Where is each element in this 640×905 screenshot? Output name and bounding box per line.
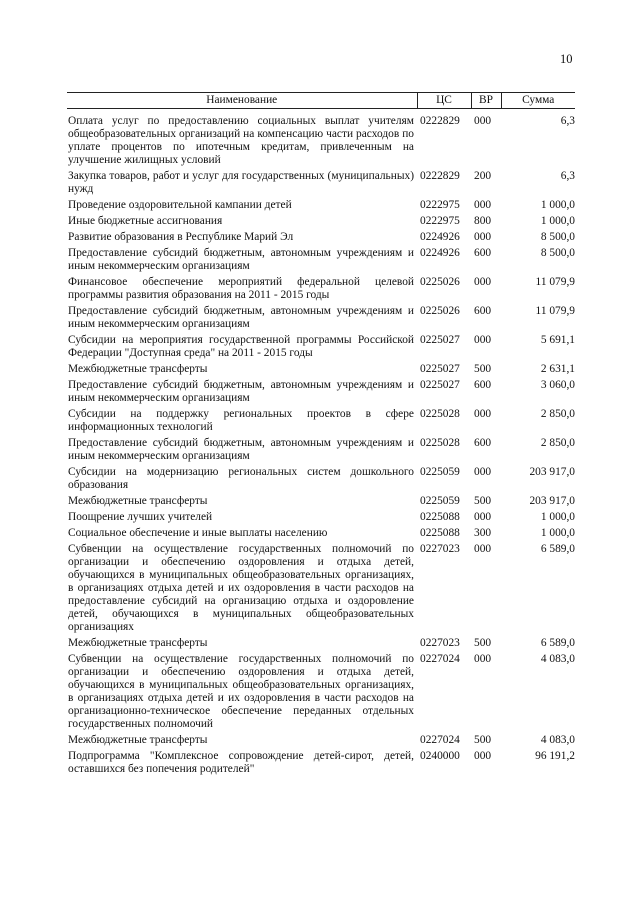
table-row xyxy=(67,360,575,376)
row-cs-cell: 0225027 xyxy=(420,334,460,346)
row-vr-cell: 500 xyxy=(474,637,492,649)
row-sum-cell: 1 000,0 xyxy=(540,527,575,539)
table-row xyxy=(67,747,575,776)
row-cs-cell: 0225088 xyxy=(420,511,460,523)
table-row xyxy=(67,463,575,492)
row-name-cell: Субсидии на модернизацию региональных систем дошкольного образования xyxy=(68,466,414,491)
row-sum-cell: 5 691,1 xyxy=(540,334,575,346)
row-vr-cell: 500 xyxy=(474,734,492,746)
table-body xyxy=(67,109,575,777)
row-sum-cell: 4 083,0 xyxy=(540,734,575,746)
table-row xyxy=(67,115,575,167)
table-row xyxy=(67,524,575,540)
row-vr-cell: 000 xyxy=(474,231,492,243)
row-name-cell: Предоставление субсидий бюджетным, автономным учреждениям и иным некоммерческим организациям xyxy=(68,305,414,330)
table-row xyxy=(67,196,575,212)
row-sum-cell: 6,3 xyxy=(560,170,575,182)
row-sum-cell: 3 060,0 xyxy=(540,379,575,391)
table-row xyxy=(67,273,575,302)
row-sum-cell: 8 500,0 xyxy=(540,231,575,243)
row-cs-cell: 0225027 xyxy=(420,363,460,375)
row-name-cell: Межбюджетные трансферты xyxy=(68,495,208,507)
table-row xyxy=(67,650,575,731)
row-vr-cell: 500 xyxy=(474,363,492,375)
row-name-cell: Иные бюджетные ассигнования xyxy=(68,215,223,227)
row-vr-cell: 300 xyxy=(474,527,492,539)
budget-table xyxy=(67,92,575,776)
row-sum-cell: 96 191,2 xyxy=(535,750,575,762)
table-row xyxy=(67,634,575,650)
row-name-cell: Закупка товаров, работ и услуг для государственных (муниципальных) нужд xyxy=(68,170,414,195)
row-cs-cell: 0225026 xyxy=(420,305,460,317)
row-name-cell: Межбюджетные трансферты xyxy=(68,734,208,746)
table-row xyxy=(67,508,575,524)
row-vr-cell: 600 xyxy=(474,305,492,317)
row-vr-cell: 000 xyxy=(474,276,492,288)
row-vr-cell: 600 xyxy=(474,247,492,259)
row-sum-cell: 1 000,0 xyxy=(540,511,575,523)
row-sum-cell: 6 589,0 xyxy=(540,637,575,649)
row-sum-cell: 11 079,9 xyxy=(535,276,575,288)
row-sum-cell: 4 083,0 xyxy=(540,653,575,665)
table-row xyxy=(67,405,575,434)
row-sum-cell: 6 589,0 xyxy=(540,543,575,555)
table-row xyxy=(67,331,575,360)
row-cs-cell: 0227023 xyxy=(420,543,460,555)
row-vr-cell: 000 xyxy=(474,750,492,762)
row-sum-cell: 6,3 xyxy=(560,115,575,127)
table-row xyxy=(67,244,575,273)
header-vr: ВР xyxy=(471,93,501,109)
table-row xyxy=(67,212,575,228)
row-name-cell: Субвенции на осуществление государственных полномочий по организации и обеспечению оздоровления и отдыха детей, обучающихся в муниципальных общеобразовательных организациях, в организациях отдыха детей и их оздоровления в части расходов на предоставление субсидий на организацию отдыха и оздоровление детей, обучающихся в муниципальных общеобразовательных организациях xyxy=(68,543,414,633)
row-vr-cell: 500 xyxy=(474,495,492,507)
row-vr-cell: 000 xyxy=(474,199,492,211)
table-row xyxy=(67,167,575,196)
row-name-cell: Предоставление субсидий бюджетным, автономным учреждениям и иным некоммерческим организациям xyxy=(68,437,414,462)
table-header-row xyxy=(67,93,575,109)
row-cs-cell: 0227024 xyxy=(420,734,460,746)
row-name-cell: Межбюджетные трансферты xyxy=(68,363,208,375)
row-cs-cell: 0222975 xyxy=(420,215,460,227)
row-sum-cell: 1 000,0 xyxy=(540,199,575,211)
header-sum: Сумма xyxy=(501,93,575,109)
row-name-cell: Развитие образования в Республике Марий Эл xyxy=(68,231,294,243)
row-vr-cell: 000 xyxy=(474,466,492,478)
row-cs-cell: 0225028 xyxy=(420,437,460,449)
row-vr-cell: 000 xyxy=(474,115,492,127)
row-name-cell: Предоставление субсидий бюджетным, автономным учреждениям и иным некоммерческим организациям xyxy=(68,379,414,404)
row-cs-cell: 0224926 xyxy=(420,231,460,243)
row-vr-cell: 000 xyxy=(474,408,492,420)
row-sum-cell: 2 631,1 xyxy=(540,363,575,375)
row-vr-cell: 200 xyxy=(474,170,492,182)
row-name-cell: Проведение оздоровительной кампании детей xyxy=(68,199,292,211)
row-sum-cell: 203 917,0 xyxy=(529,495,575,507)
row-name-cell: Субвенции на осуществление государственных полномочий по организации и обеспечению оздоровления и отдыха детей, обучающихся в муниципальных общеобразовательных организациях, в организациях отдыха детей и их оздоровления в части расходов на организационно-техническое обеспечение переданных отдельных государственных полномочий xyxy=(68,653,414,730)
row-cs-cell: 0225027 xyxy=(420,379,460,391)
row-cs-cell: 0222829 xyxy=(420,115,460,127)
header-cs: ЦС xyxy=(417,93,471,109)
table-row xyxy=(67,731,575,747)
row-name-cell: Поощрение лучших учителей xyxy=(68,511,213,523)
row-vr-cell: 600 xyxy=(474,437,492,449)
table-row xyxy=(67,302,575,331)
header-name: Наименование xyxy=(67,93,417,109)
row-cs-cell: 0225059 xyxy=(420,495,460,507)
page-number: 10 xyxy=(560,52,573,66)
row-cs-cell: 0225088 xyxy=(420,527,460,539)
row-vr-cell: 000 xyxy=(474,653,492,665)
row-cs-cell: 0222829 xyxy=(420,170,460,182)
row-cs-cell: 0227024 xyxy=(420,653,460,665)
row-cs-cell: 0225028 xyxy=(420,408,460,420)
row-name-cell: Субсидии на поддержку региональных проектов в сфере информационных технологий xyxy=(68,408,414,433)
row-sum-cell: 1 000,0 xyxy=(540,215,575,227)
row-name-cell: Оплата услуг по предоставлению социальных выплат учителям общеобразовательных организаций на компенсацию части расходов по уплате процентов по ипотечным кредитам, привлеченным на улучшение жилищных условий xyxy=(68,115,414,166)
table-row xyxy=(67,376,575,405)
row-cs-cell: 0225059 xyxy=(420,466,460,478)
row-name-cell: Межбюджетные трансферты xyxy=(68,637,208,649)
row-vr-cell: 600 xyxy=(474,379,492,391)
row-name-cell: Финансовое обеспечение мероприятий федеральной целевой программы развития образования на 2011 - 2015 годы xyxy=(68,276,414,301)
row-name-cell: Социальное обеспечение и иные выплаты населению xyxy=(68,527,328,539)
row-cs-cell: 0222975 xyxy=(420,199,460,211)
row-name-cell: Субсидии на мероприятия государственной программы Российской Федерации "Доступная среда" на 2011 - 2015 годы xyxy=(68,334,414,359)
row-sum-cell: 11 079,9 xyxy=(535,305,575,317)
row-cs-cell: 0224926 xyxy=(420,247,460,259)
row-sum-cell: 2 850,0 xyxy=(540,437,575,449)
row-cs-cell: 0240000 xyxy=(420,750,460,762)
row-sum-cell: 203 917,0 xyxy=(529,466,575,478)
table-row xyxy=(67,434,575,463)
row-cs-cell: 0225026 xyxy=(420,276,460,288)
table-row xyxy=(67,228,575,244)
row-name-cell: Подпрограмма "Комплексное сопровождение детей-сирот, детей, оставшихся без попечения родителей" xyxy=(68,750,414,775)
row-vr-cell: 000 xyxy=(474,543,492,555)
row-sum-cell: 8 500,0 xyxy=(540,247,575,259)
table-row xyxy=(67,492,575,508)
row-name-cell: Предоставление субсидий бюджетным, автономным учреждениям и иным некоммерческим организациям xyxy=(68,247,414,272)
table-row xyxy=(67,540,575,634)
row-vr-cell: 000 xyxy=(474,511,492,523)
row-vr-cell: 000 xyxy=(474,334,492,346)
row-vr-cell: 800 xyxy=(474,215,492,227)
row-sum-cell: 2 850,0 xyxy=(540,408,575,420)
row-cs-cell: 0227023 xyxy=(420,637,460,649)
